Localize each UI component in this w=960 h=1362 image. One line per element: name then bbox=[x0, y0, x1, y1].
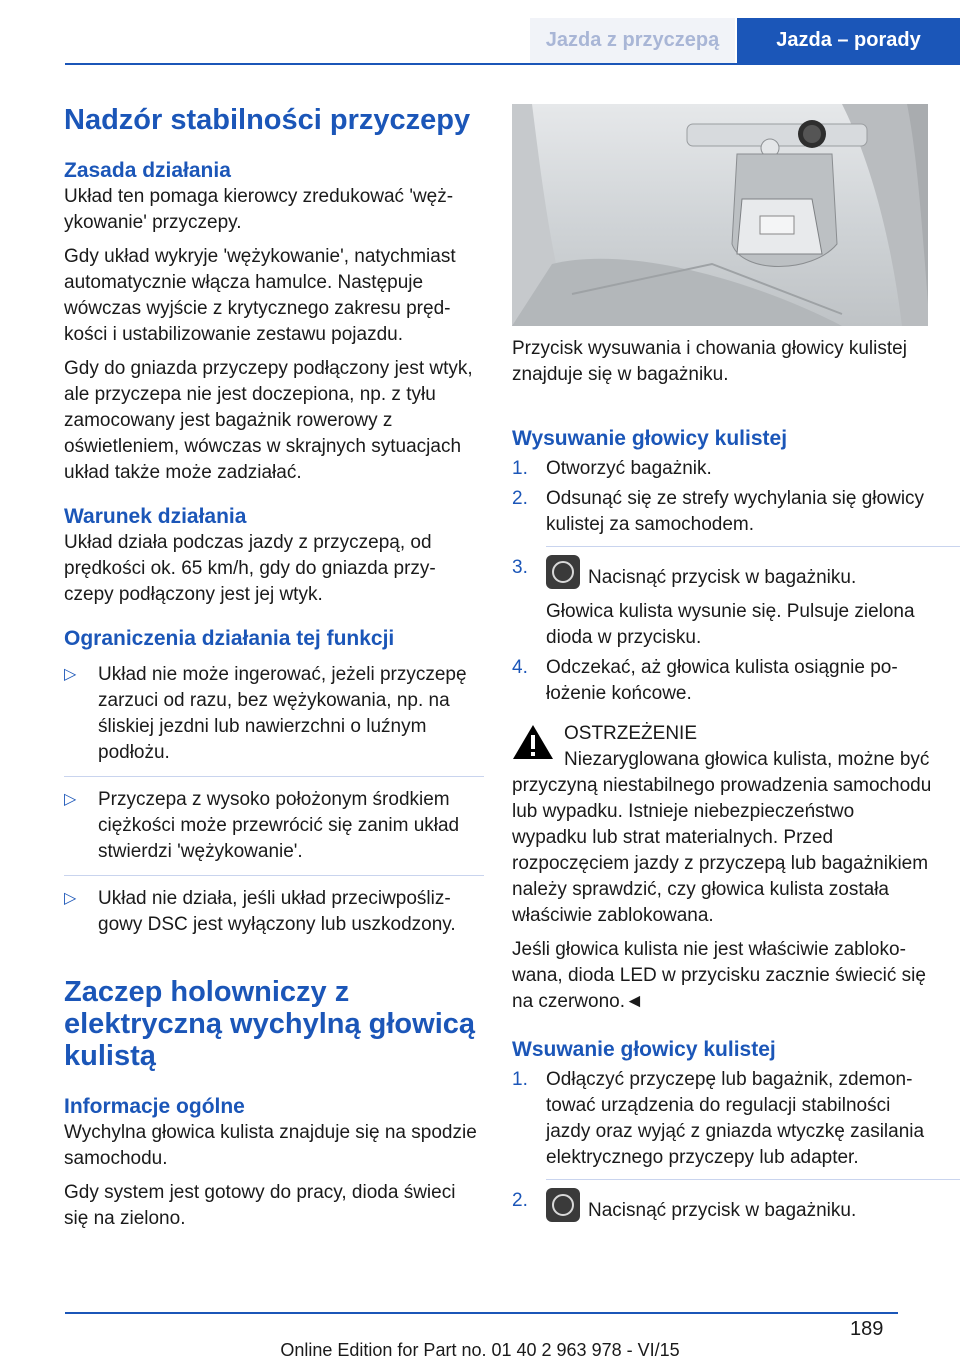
photo-caption: Przycisk wysuwania i chowania głowicy kulistej znajduje się w bagażniku. bbox=[512, 338, 907, 385]
list-item: 3. Nacisnąć przycisk w bagażniku. Głowica kulista wysunie się. Pulsuje zielona dioda w przycisku. bbox=[512, 555, 932, 651]
warning-block bbox=[512, 721, 932, 929]
list-item: ▷ Układ nie może ingerować, jeżeli przyczepę zarzuci od razu, bez wężykowania, np. na śliskiej jezdni lub nawierzchni o luźnym podłożu. bbox=[64, 662, 478, 777]
list-item: ▷ Układ nie działa, jeśli układ przeciwpoślizgowy DSC jest wyłączony lub uszkodzony. bbox=[64, 888, 456, 935]
paragraph: Gdy układ wykryje 'wężykowanie', natychmiast automatycznie włącza hamulce. Następuje wówczas wyjście z krytycznego zakresu prędkości i ustabilizowanie zestawu pojazdu. bbox=[64, 246, 456, 345]
heading-general-info: Informacje ogólne bbox=[64, 1095, 245, 1118]
heading-limitations: Ograniczenia działania tej funkcji bbox=[64, 627, 395, 650]
heading-retract: Wsuwanie głowicy kulistej bbox=[512, 1038, 776, 1061]
step-note: Głowica kulista wysunie się. Pulsuje zielona dioda w przycisku. bbox=[546, 601, 915, 648]
trunk-button-photo bbox=[512, 104, 928, 326]
page-number: 189 bbox=[850, 1318, 884, 1340]
retract-steps-list bbox=[512, 1067, 932, 1224]
header-tab-chapter[interactable]: Jazda – porady bbox=[737, 18, 960, 63]
list-item: 1. Otworzyć bagażnik. bbox=[512, 458, 712, 479]
right-column bbox=[512, 104, 932, 1224]
paragraph: Wychylna głowica kulista znajduje się na spodzie samochodu. bbox=[64, 1122, 477, 1169]
header-tab-section[interactable]: Jazda z przyczepą bbox=[530, 18, 735, 63]
list-item: 4. Odczekać, aż głowica kulista osiągnie położenie końcowe. bbox=[512, 657, 898, 704]
warning-text-first: Niezaryglowana głowica kulista, możne być przyczyną niestabilnego prowadzenia samochodu lub wypadku. Istnieje niebezpieczeństwo wypadku lub strat materialnych. Przed rozpoczęciem jazdy z przyczepą lub bagażnikiem należy sprawdzić, czy głowica kulista została właściwie zablokowana. bbox=[512, 749, 932, 926]
triangle-bullet-icon: ▷ bbox=[64, 666, 77, 683]
trunk-button-icon bbox=[546, 555, 580, 589]
warning-text: Jeśli głowica kulista nie jest właściwie zablokowana, dioda LED w przycisku zacznie świecić się na czerwono.◄ bbox=[512, 939, 926, 1012]
limitations-list bbox=[64, 662, 478, 938]
heading-principle: Zasada działania bbox=[64, 159, 231, 182]
paragraph: Gdy system jest gotowy do pracy, dioda świeci się na zielono. bbox=[64, 1182, 456, 1229]
list-item: ▷ Przyczepa z wysoko położonym środkiem ciężkości może przewrócić się zanim układ stwierdzi 'wężykowanie'. bbox=[64, 787, 478, 876]
edition-footer: Online Edition for Part no. 01 40 2 963 978 - VI/15 bbox=[280, 1340, 680, 1360]
list-item: 2. Odsunąć się ze strefy wychylania się głowicy kulistej za samochodem. bbox=[512, 486, 932, 547]
extend-steps-list bbox=[512, 456, 932, 707]
paragraph: Układ działa podczas jazdy z przyczepą, od prędkości ok. 65 km/h, gdy do gniazda przyczepy podłączony jest jej wtyk. bbox=[64, 532, 436, 605]
section-title-stability: Nadzór stabilności przyczepy bbox=[64, 104, 471, 136]
header-divider bbox=[65, 63, 960, 65]
triangle-bullet-icon: ▷ bbox=[64, 890, 77, 907]
triangle-bullet-icon: ▷ bbox=[64, 791, 77, 808]
left-column bbox=[64, 104, 478, 1232]
trunk-button-icon bbox=[546, 1188, 580, 1222]
paragraph: Układ ten pomaga kierowcy zredukować 'wężykowanie' przyczepy. bbox=[64, 186, 454, 233]
paragraph: Gdy do gniazda przyczepy podłączony jest wtyk, ale przyczepa nie jest doczepiona, np. z tyłu zamocowany jest bagażnik rowerowy z oświetleniem, wówczas w skrajnych sytuacjach układ także może zadziałać. bbox=[64, 358, 473, 483]
footer-divider bbox=[65, 1312, 898, 1314]
section-title-towbar: Zaczep holowniczy z elektryczną wychylną głowicą kulistą bbox=[64, 976, 476, 1072]
list-item: 1. Odłączyć przyczepę lub bagażnik, zdemontować urządzenia do regulacji stabilności jazdy oraz wyjąć z gniazda wtyczkę zasilania elektrycznego przyczepy lub adapter. bbox=[512, 1067, 932, 1180]
warning-triangle-icon bbox=[512, 723, 554, 761]
heading-extend: Wysuwanie głowicy kulistej bbox=[512, 427, 788, 450]
heading-condition: Warunek działania bbox=[64, 505, 247, 528]
list-item: 2. Nacisnąć przycisk w bagażniku. bbox=[512, 1190, 857, 1221]
warning-title: OSTRZEŻENIE bbox=[564, 723, 698, 744]
